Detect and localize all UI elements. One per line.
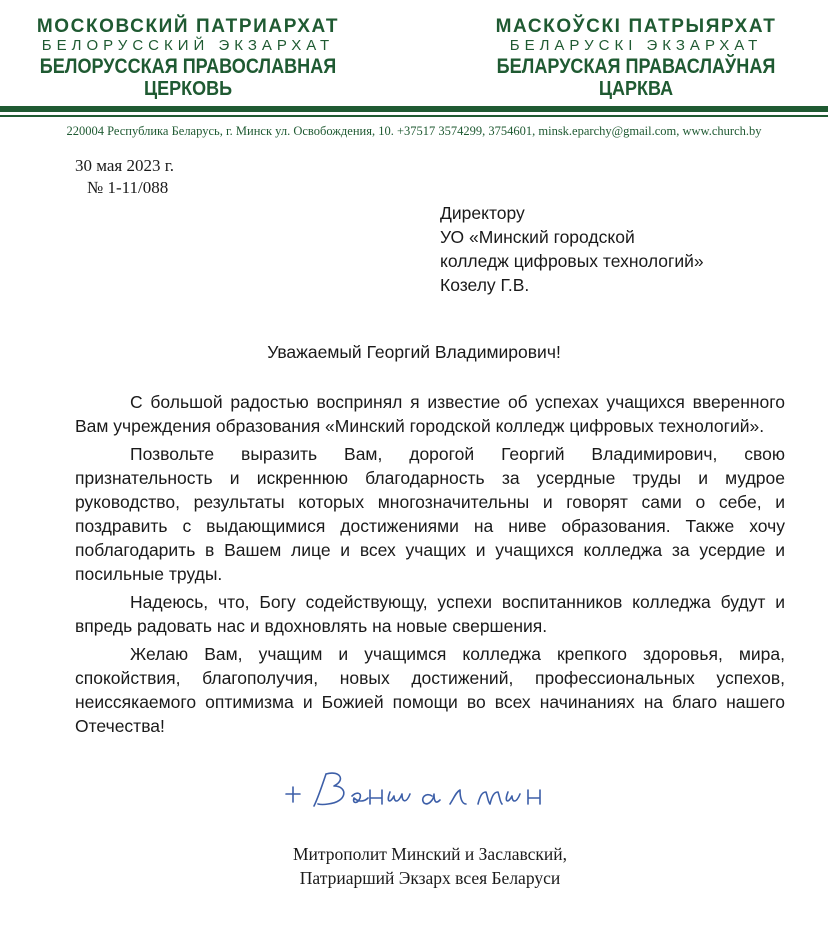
letter-number: № 1-11/088 [87,178,169,197]
letterhead-rule-thin [0,115,828,117]
letterhead-rule-thick [0,106,828,112]
patriarchate-title-by: МАСКОЎСКІ ПАТРЫЯРХАТ [495,16,777,37]
body-paragraph: С большой радостью воспринял я известие об успехах учащихся вверенного Вам учреждения образования «Минский городской колледж цифровых технологий». [75,392,785,436]
letter-date: 30 мая 2023 г. [75,156,175,175]
signature-icon [282,758,562,818]
church-title-ru-line2: ЦЕРКОВЬ [143,78,233,100]
letter-body [75,390,785,742]
signer-title: Митрополит Минский и Заславский, [292,844,568,864]
addressee-line: УО «Минский городской [440,227,635,247]
salutation: Уважаемый Георгий Владимирович! [267,342,561,362]
addressee-line: колледж цифровых технологий» [440,251,704,271]
handwritten-signature [282,758,562,823]
signer-title: Патриарший Экзарх всея Беларуси [299,868,561,888]
signer-block [250,842,610,890]
body-paragraph: Желаю Вам, учащим и учащимся колледжа крепкого здоровья, мира, спокойствия, благополучия, новых достижений, профессиональных успехов, неиссякаемого оптимизма и Божией помощи во всех начинаниях на благо нашего Отечества! [75,644,785,736]
body-paragraph: Позвольте выразить Вам, дорогой Георгий Владимирович, свою признательность и искреннюю благодарность за усердные труды и мудрое руководство, результаты которых многозначительны и говорят сами о себе, и поздравить с выдающимися достижениями на ниве образования. Также хочу поблагодарить в Вашем лице и всех учащих и учащихся колледжа за усердие и посильные труды. [75,444,785,584]
letterhead-address: 220004 Республика Беларусь, г. Минск ул. Освобождения, 10. +37517 3574299, 3754601, minsk.eparchy@gmail.com, www.church.by [66,124,762,138]
letterhead [0,0,828,150]
church-title-ru-line1: БЕЛОРУССКАЯ ПРАВОСЛАВНАЯ [39,55,337,78]
church-title-by-line2: ЦАРКВА [598,78,674,100]
body-paragraph: Надеюсь, что, Богу содействующу, успехи воспитанников колледжа будут и впредь радовать нас и вдохновлять на новые свершения. [75,592,785,636]
addressee-block [440,201,704,297]
exarchate-title-by: БЕЛАРУСКІ ЭКЗАРХАТ [509,37,763,54]
exarchate-title-ru: БЕЛОРУССКИЙ ЭКЗАРХАТ [41,37,335,54]
patriarchate-title-ru: МОСКОВСКИЙ ПАТРИАРХАТ [36,16,340,37]
church-title-by-line1: БЕЛАРУСКАЯ ПРАВАСЛАЎНАЯ [496,55,776,78]
letterhead-russian [8,16,368,100]
addressee-line: Директору [440,203,525,223]
addressee-line: Козелу Г.В. [440,275,530,295]
letterhead-belarusian [456,16,816,100]
